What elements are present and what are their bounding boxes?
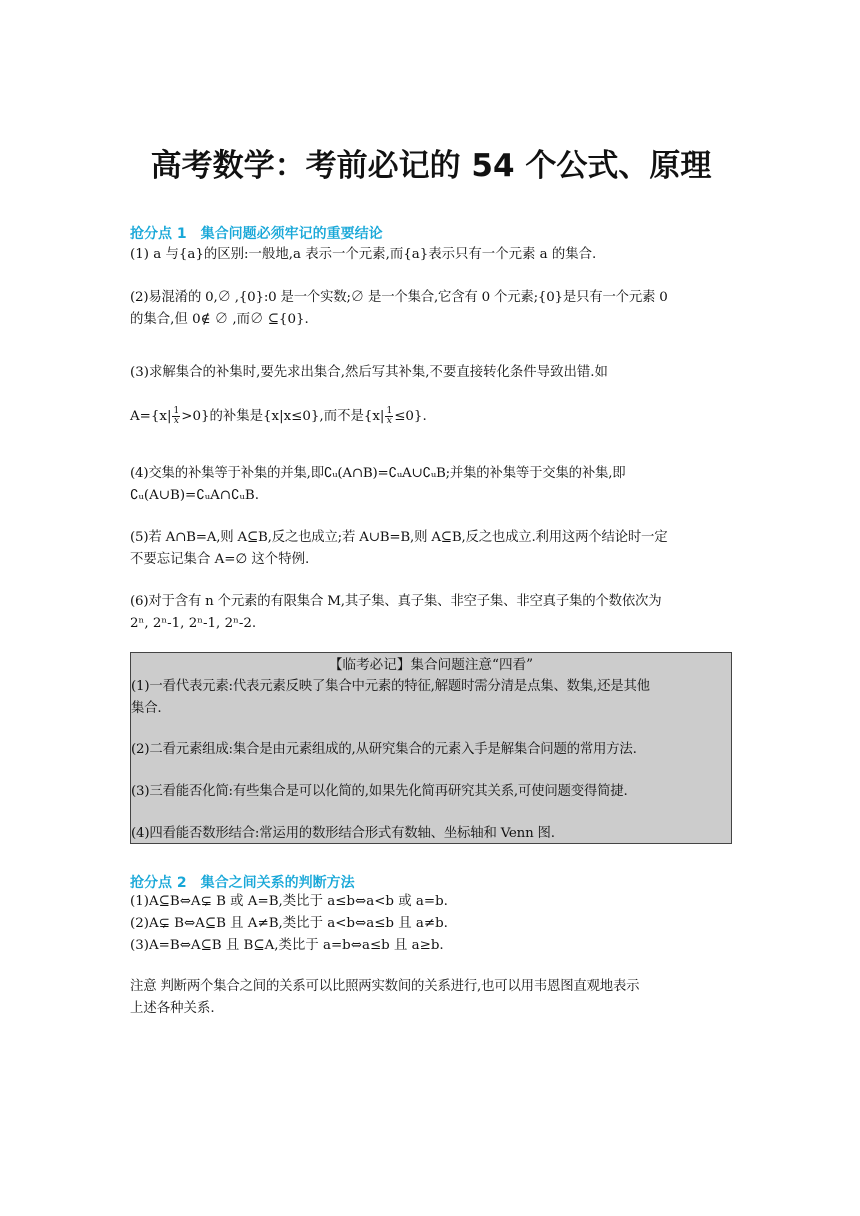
paragraph-5-line-2: 不要忘记集合 A=∅ 这个特例. [130,552,310,567]
paragraph-3-line-2 [130,406,427,428]
paragraph-3-text-c: ≤0}. [394,409,427,424]
paragraph-3-text-a: A={x| [130,409,172,424]
section-2-number: 抢分点 2 [130,875,187,891]
fraction-numerator: 1 [173,406,180,416]
notice-item-1-line-1: (1)一看代表元素:代表元素反映了集合中元素的特征,解题时需分清是点集、数集,还是其他 [131,679,650,694]
notice-box [130,652,732,844]
paragraph-2-line-1: (2)易混淆的 0,∅ ,{0}:0 是一个实数;∅ 是一个集合,它含有 0 个元素;{0}是只有一个元素 0 [130,290,668,305]
section-2-note-line-1: 注意 判断两个集合之间的关系可以比照两实数间的关系进行,也可以用韦恩图直观地表示 [130,979,640,994]
paragraph-4-line-1: (4)交集的补集等于补集的并集,即∁ᵤ(A∩B)=∁ᵤA∪∁ᵤB;并集的补集等于交集的补集,即 [130,466,626,481]
paragraph-3-text-b: >0}的补集是{x|x≤0},而不是{x| [181,409,385,424]
section-2-line-2: (2)A⊊ B⇔A⊆B 且 A≠B,类比于 a<b⇔a≤b 且 a≠b. [130,916,448,931]
paragraph-4-line-2: ∁ᵤ(A∪B)=∁ᵤA∩∁ᵤB. [130,488,259,503]
paragraph-1: (1) a 与{a}的区别:一般地,a 表示一个元素,而{a}表示只有一个元素 a 的集合. [130,247,597,262]
section-2-line-3: (3)A=B⇔A⊆B 且 B⊆A,类比于 a=b⇔a≤b 且 a≥b. [130,938,444,953]
paragraph-6-line-1: (6)对于含有 n 个元素的有限集合 M,其子集、真子集、非空子集、非空真子集的个数依次为 [130,594,662,609]
section-2-heading [130,872,355,892]
fraction-denominator: x [173,416,179,426]
paragraph-6-line-2: 2ⁿ, 2ⁿ-1, 2ⁿ-1, 2ⁿ-2. [130,616,257,631]
fraction-1-over-x-2 [385,407,393,426]
section-2-note-line-2: 上述各种关系. [130,1001,215,1016]
section-1-number: 抢分点 1 [130,226,187,242]
section-2-title: 集合之间关系的判断方法 [200,875,355,891]
fraction-1-over-x [172,407,180,426]
notice-item-4: (4)四看能否数形结合:常运用的数形结合形式有数轴、坐标轴和 Venn 图. [131,826,555,841]
section-1-heading [130,223,383,243]
notice-item-3: (3)三看能否化简:有些集合是可以化简的,如果先化简再研究其关系,可使问题变得简捷. [131,784,628,799]
paragraph-2-line-2: 的集合,但 0∉ ∅ ,而∅ ⊆{0}. [130,312,309,327]
section-1-title: 集合问题必须牢记的重要结论 [200,226,383,242]
fraction-denominator-2: x [386,416,392,426]
notice-box-title: 【临考必记】集合问题注意“四看” [328,657,534,673]
notice-item-1-line-2: 集合. [131,701,162,716]
paragraph-5-line-1: (5)若 A∩B=A,则 A⊆B,反之也成立;若 A∪B=B,则 A⊆B,反之也成立.利用这两个结论时一定 [130,530,668,545]
paragraph-3-line-1: (3)求解集合的补集时,要先求出集合,然后写其补集,不要直接转化条件导致出错.如 [130,365,608,380]
fraction-numerator-2: 1 [386,406,393,416]
section-2-line-1: (1)A⊆B⇔A⊊ B 或 A=B,类比于 a≤b⇔a<b 或 a=b. [130,894,448,909]
notice-item-2: (2)二看元素组成:集合是由元素组成的,从研究集合的元素入手是解集合问题的常用方法. [131,742,637,757]
document-title: 高考数学：考前必记的 54 个公式、原理 [150,148,712,184]
